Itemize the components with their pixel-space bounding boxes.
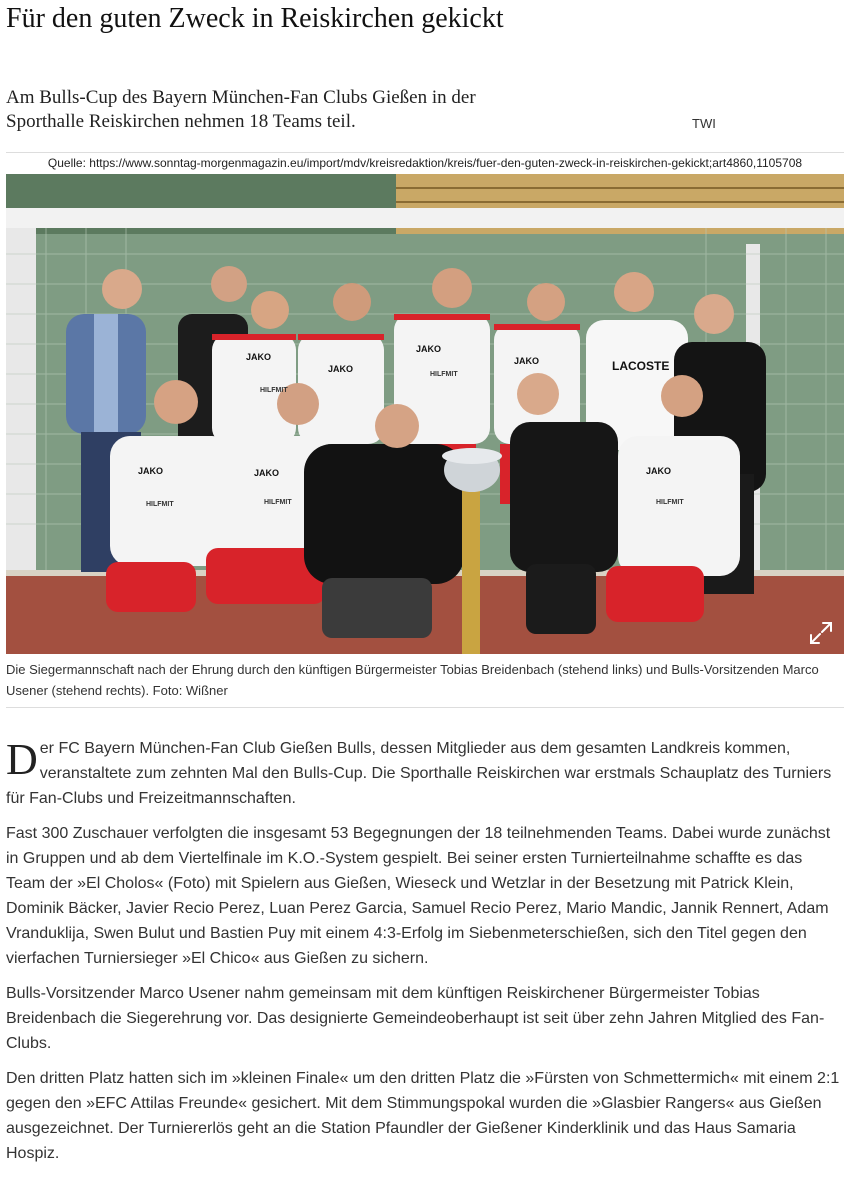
- photo-caption: Die Siegermannschaft nach der Ehrung durch den künftigen Bürgermeister Tobias Breidenbach (stehend links) und Bulls-Vorsitzenden Marco Usener (stehend rechts). Foto: Wißner: [6, 659, 844, 708]
- article-paragraph: Den dritten Platz hatten sich im »kleinen Finale« um den dritten Platz die »Fürsten von Schmettermich« mit einem 2:1 gegen den »EFC Attilas Freunde« gesichert. Mit dem Stimmungspokal wurden die »Glasbier Rangers« aus Gießen ausgezeichnet. Der Turniererlös geht an die Station Pfaundler der Gießener Kinderklinik und das Haus Samaria Hospiz.: [6, 1070, 840, 1162]
- jersey-label: JAKO: [246, 352, 272, 362]
- sponsor-label: HILFMIT: [656, 499, 684, 506]
- jersey-label: JAKO: [138, 466, 164, 476]
- article-headline: Für den guten Zweck in Reiskirchen gekickt: [6, 3, 504, 34]
- team-photo[interactable]: [6, 174, 844, 654]
- article-subheadline: Am Bulls-Cup des Bayern München-Fan Clubs Gießen in der Sporthalle Reiskirchen nehmen 18 Teams teil.: [6, 87, 476, 132]
- article-body: [6, 736, 842, 1176]
- article-paragraph: Fast 300 Zuschauer verfolgten die insgesamt 53 Begegnungen der 18 teilnehmenden Teams. Dabei wurde zunächst in Gruppen und ab dem Viertelfinale im K.O.-System gespielt. Bei seiner ersten Turnierteilnahme schaffte es das Team der »El Cholos« (Foto) mit Spielern aus Gießen, Wieseck und Wetzlar in der Besetzung mit Patrick Klein, Dominik Bäcker, Javier Recio Perez, Luan Perez Garcia, Samuel Recio Perez, Mario Mandic, Jannik Rennert, Adam Vranduklija, Swen Bulut und Bastien Puy mit einem 4:3-Erfolg im Siebenmeterschießen, sich den Titel gegen den vierfachen Turniersieger »El Chico« aus Gießen zu sichern.: [6, 825, 831, 967]
- sponsor-label: HILFMIT: [264, 499, 292, 506]
- expand-icon[interactable]: [808, 620, 834, 646]
- jersey-label: JAKO: [514, 356, 540, 366]
- sponsor-label: HILFMIT: [430, 371, 458, 378]
- jersey-label: JAKO: [254, 468, 280, 478]
- sponsor-label: HILFMIT: [146, 501, 174, 508]
- jersey-label: JAKO: [328, 364, 354, 374]
- sponsor-label: HILFMIT: [260, 387, 288, 394]
- jersey-label: JAKO: [416, 344, 442, 354]
- source-link[interactable]: Quelle: https://www.sonntag-morgenmagazin.eu/import/mdv/kreisredaktion/kreis/fuer-den-guten-zweck-in-reiskirchen-gekickt;art4860,1105708: [6, 152, 844, 173]
- article-paragraph: Bulls-Vorsitzender Marco Usener nahm gemeinsam mit dem künftigen Reiskirchener Bürgermeister Tobias Breidenbach die Siegerehrung vor. Das designierte Gemeindeoberhaupt ist seit über zehn Jahren Mitglied des Fan-Clubs.: [6, 985, 825, 1052]
- jersey-label: JAKO: [646, 466, 672, 476]
- paragraph-text: er FC Bayern München-Fan Club Gießen Bulls, dessen Mitglieder aus dem gesamten Landkreis kommen, veranstaltete zum zehnten Mal den Bulls-Cup. Die Sporthalle Reiskirchen war erstmals Schauplatz des Turniers für Fan-Clubs und Freizeitmannschaften.: [6, 740, 832, 807]
- author-tag: TWI: [692, 116, 716, 131]
- shirt-brand-label: LACOSTE: [612, 359, 670, 373]
- team-photo-illustration: [6, 174, 844, 654]
- article-paragraph: [6, 736, 842, 811]
- dropcap: D: [6, 735, 38, 784]
